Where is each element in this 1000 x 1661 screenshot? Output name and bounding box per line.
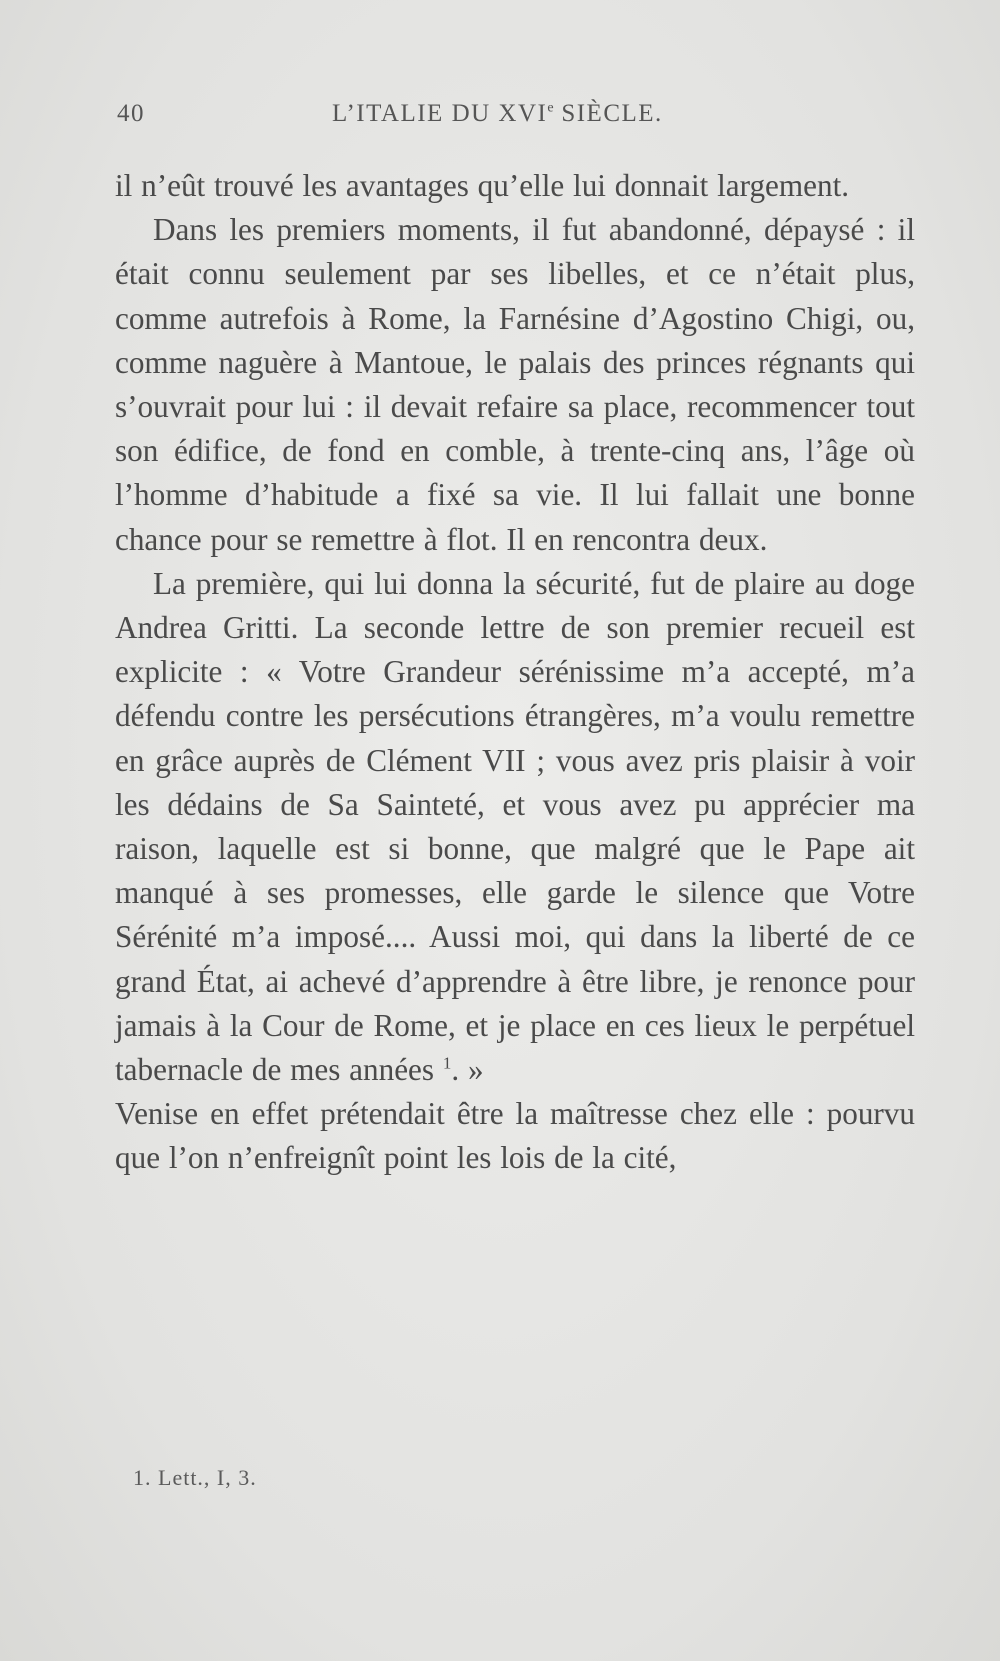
running-title	[332, 100, 663, 128]
page-number: 40	[117, 100, 145, 127]
footnote: 1. Lett., I, 3.	[133, 1465, 257, 1490]
running-header	[117, 100, 920, 140]
paragraph-2: Dans les premiers moments, il fut abandonné, dépaysé : il était connu seulement par ses libelles, et ce n’était plus, comme autrefois à Rome, la Farnésine d’Agostino Chigi, ou, comme naguère à Mantoue, le palais des princes régnants qui s’ouvrait pour lui : il devait refaire sa place, recommencer tout son édifice, de fond en comble, à trente-cinq ans, l’âge où l’homme d’habitude a fixé sa vie. Il lui fallait une bonne chance pour se remettre à flot. Il en rencontra deux.	[115, 212, 915, 557]
paragraph-3	[115, 562, 915, 1092]
running-title-end: SIÈCLE.	[553, 100, 663, 127]
body-text	[115, 164, 915, 1181]
footnote-reference[interactable]: 1	[442, 1053, 452, 1073]
paragraph-4: Venise en effet prétendait être la maîtresse chez elle : pourvu que l’on n’enfreignît point les lois de la cité,	[115, 1096, 915, 1176]
paragraph-3-end: . »	[451, 1052, 484, 1088]
running-title-main: L’ITALIE DU XVI	[332, 100, 548, 127]
paragraph-1: il n’eût trouvé les avantages qu’elle lui donnait largement.	[115, 168, 850, 203]
paragraph-3-text: La première, qui lui donna la sécurité, fut de plaire au doge Andrea Gritti. La seconde lettre de son premier recueil est explicite : « Votre Grandeur sérénissime m’a accepté, m’a défendu contre les persécutions étrangères, m’a voulu remettre en grâce auprès de Clément VII ; vous avez pris plaisir à voir les dédains de Sa Sainteté, et vous avez pu apprécier ma raison, laquelle est si bonne, que malgré que le Pape ait manqué à ses promesses, elle garde le silence que Votre Sérénité m’a imposé.... Aussi moi, qui dans la liberté de ce grand État, ai achevé d’apprendre à être libre, je renonce pour jamais à la Cour de Rome, et je place en ces lieux le perpétuel tabernacle de mes années	[115, 565, 915, 1088]
running-title-superscript: e	[547, 100, 554, 116]
